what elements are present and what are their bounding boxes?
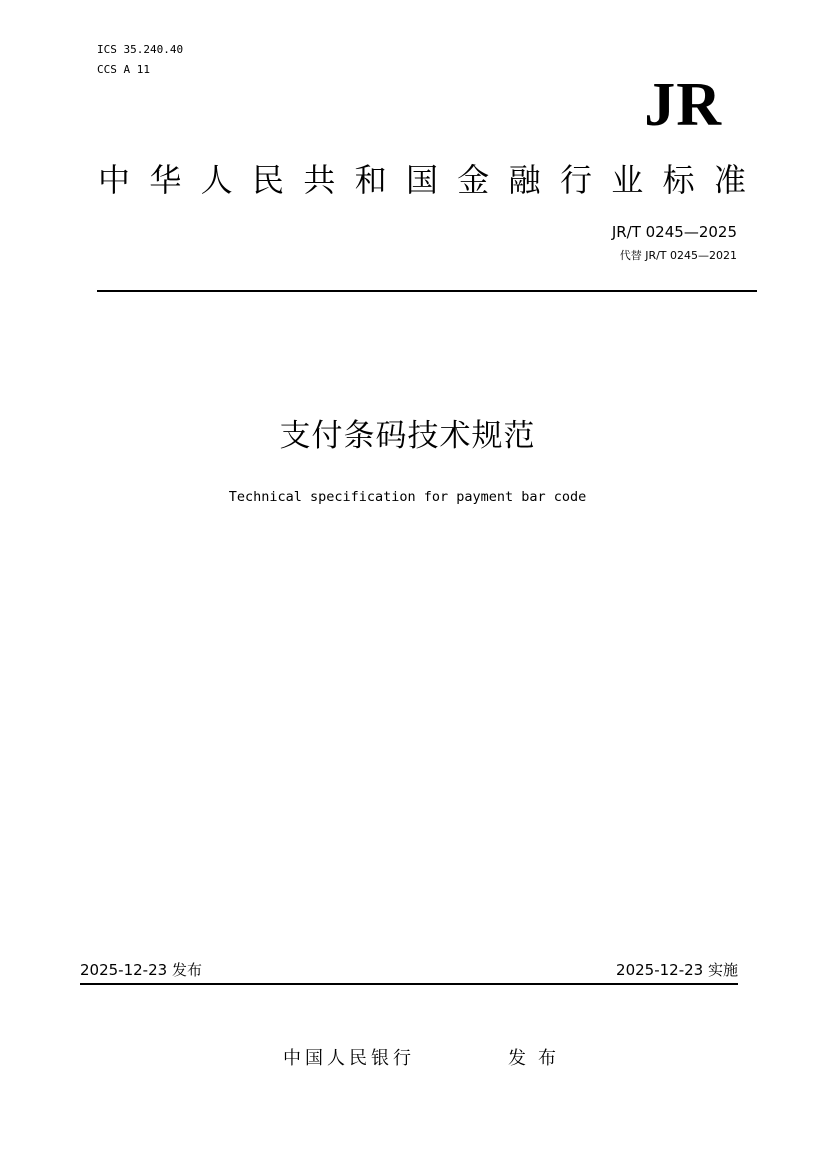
ccs-code: CCS A 11 xyxy=(97,63,150,76)
title-char: 标 xyxy=(662,161,695,199)
title-char: 中 xyxy=(98,161,131,199)
ics-code: ICS 35.240.40 xyxy=(97,43,184,56)
title-char: 准 xyxy=(713,161,746,199)
standard-category-title xyxy=(98,160,746,200)
title-char: 人 xyxy=(200,161,233,199)
issuing-authority: 中国人民银行 xyxy=(283,1048,415,1069)
implementation-date: 2025-12-23 实施 xyxy=(616,961,738,979)
title-char: 金 xyxy=(457,161,490,199)
title-char: 共 xyxy=(303,161,336,199)
title-char: 和 xyxy=(354,161,387,199)
title-char: 华 xyxy=(149,161,182,199)
title-char: 民 xyxy=(251,161,284,199)
jr-logo: JR xyxy=(644,71,722,139)
title-char: 行 xyxy=(559,161,592,199)
standard-number: JR/T 0245—2025 xyxy=(611,223,737,241)
document-title-chinese: 支付条码技术规范 xyxy=(279,418,536,454)
footer-divider xyxy=(80,983,738,985)
replaces-standard: 代替 JR/T 0245—2021 xyxy=(619,249,737,262)
title-char: 国 xyxy=(405,161,438,199)
publish-date: 2025-12-23 发布 xyxy=(80,961,202,979)
title-char: 融 xyxy=(508,161,541,199)
issue-label: 发布 xyxy=(508,1048,568,1069)
document-title-english: Technical specification for payment bar code xyxy=(228,489,587,505)
title-char: 业 xyxy=(611,161,644,199)
header-divider xyxy=(97,290,757,292)
